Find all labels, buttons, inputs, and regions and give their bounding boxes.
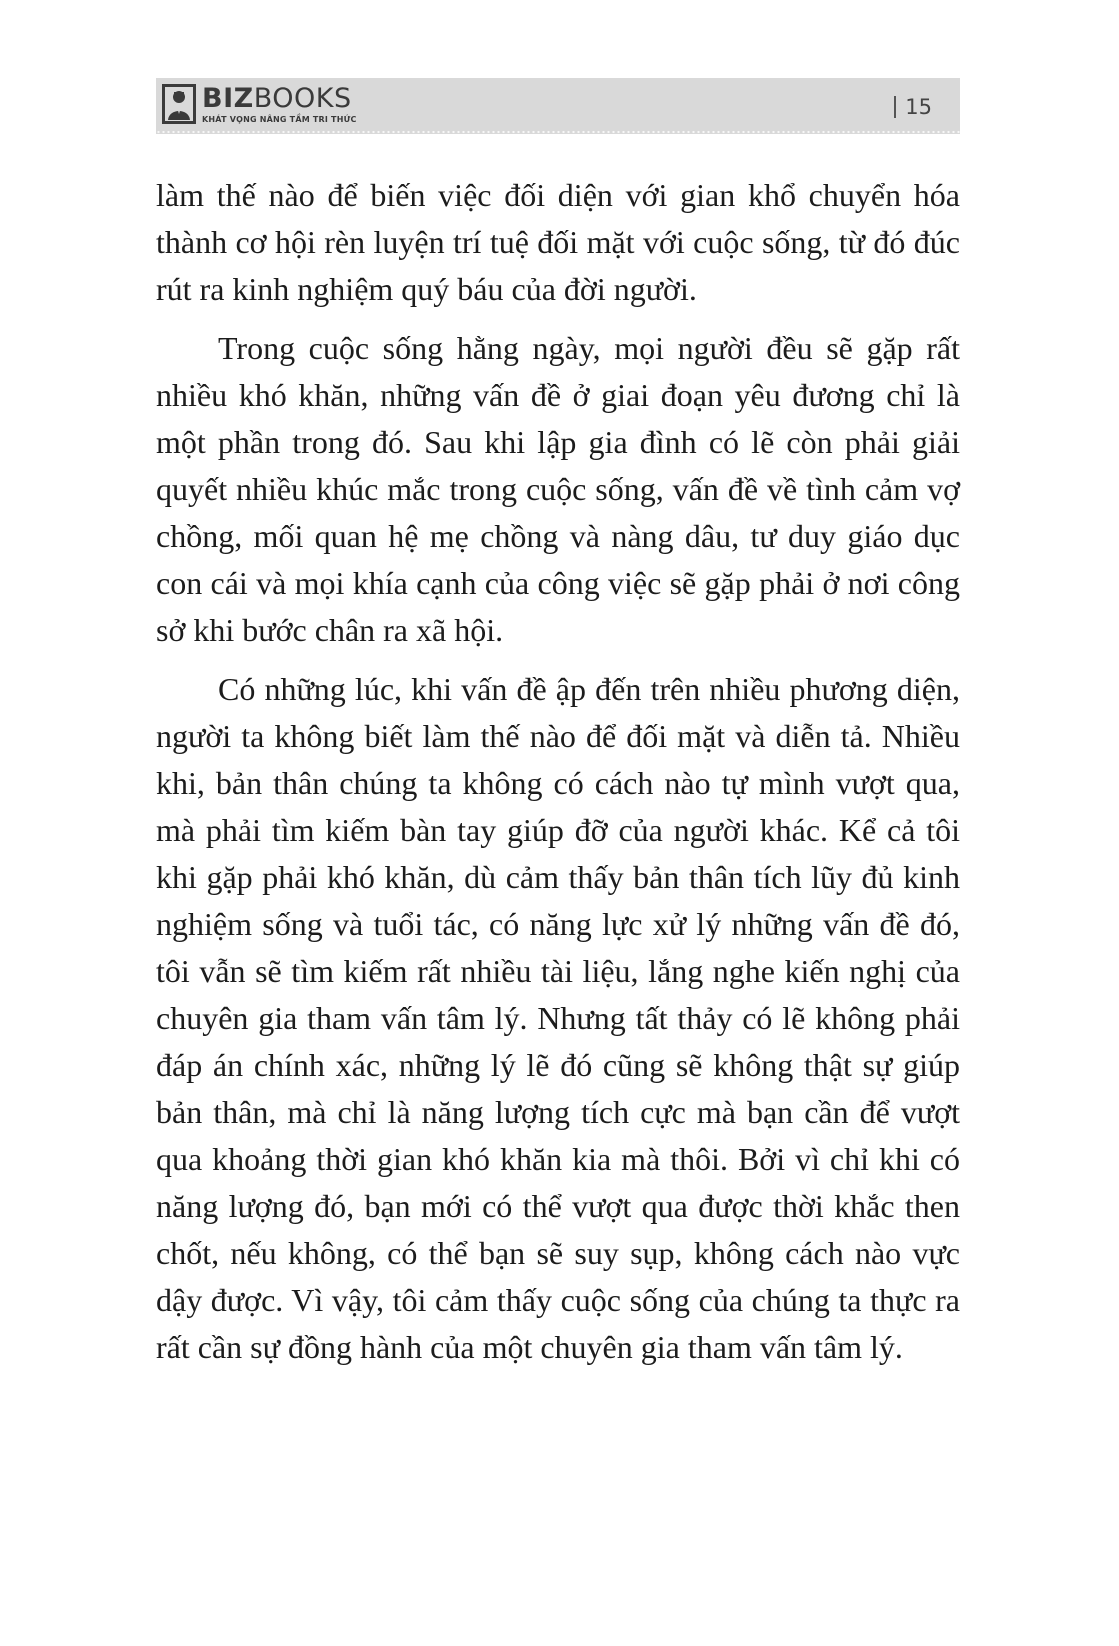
brand-logo [162,84,357,125]
paragraph-2: Trong cuộc sống hằng ngày, mọi người đều sẽ gặp rất nhiều khó khăn, những vấn đề ở giai đoạn yêu đương chỉ là một phần trong đó. Sau khi lập gia đình có lẽ còn phải giải quyết nhiều khúc mắc trong cuộc sống, vấn đề về tình cảm vợ chồng, mối quan hệ mẹ chồng và nàng dâu, tư duy giáo dục con cái và mọi khía cạnh của công việc sẽ gặp phải ở nơi công sở khi bước chân ra xã hội. [156,330,960,648]
bizbooks-logo-icon [162,84,196,124]
body-text [156,172,960,1383]
page-number-divider [894,96,896,118]
brand-name [202,84,357,114]
page-header [156,78,960,134]
paragraph-3: Có những lúc, khi vấn đề ập đến trên nhiều phương diện, người ta không biết làm thế nào để đối mặt và diễn tả. Nhiều khi, bản thân chúng ta không có cách nào tự mình vượt qua, mà phải tìm kiếm bàn tay giúp đỡ của người khác. Kể cả tôi khi gặp phải khó khăn, dù cảm thấy bản thân tích lũy đủ kinh nghiệm sống và tuổi tác, có năng lực xử lý những vấn đề đó, tôi vẫn sẽ tìm kiếm rất nhiều tài liệu, lắng nghe kiến nghị của chuyên gia tham vấn tâm lý. Nhưng tất thảy có lẽ không phải đáp án chính xác, những lý lẽ đó cũng sẽ không thật sự giúp bản thân, mà chỉ là năng lượng tích cực mà bạn cần để vượt qua khoảng thời gian khó khăn kia mà thôi. Bởi vì chỉ khi có năng lượng đó, bạn mới có thể vượt qua được thời khắc then chốt, nếu không, có thể bạn sẽ suy sụp, không cách nào vực dậy được. Vì vậy, tôi cảm thấy cuộc sống của chúng ta thực ra rất cần sự đồng hành của một chuyên gia tham vấn tâm lý. [156,671,960,1365]
page-number [894,95,932,119]
brand-name-biz: BIZ [202,83,254,114]
paragraph-1: làm thế nào để biến việc đối diện với gian khổ chuyển hóa thành cơ hội rèn luyện trí tuệ đối mặt với cuộc sống, từ đó đúc rút ra kinh nghiệm quý báu của đời người. [156,177,960,307]
brand-name-books: BOOKS [253,83,352,114]
header-dotted-edge [156,130,960,134]
page-number-value: 15 [905,95,932,119]
brand-tagline: KHÁT VỌNG NÂNG TẦM TRI THỨC [202,115,357,124]
